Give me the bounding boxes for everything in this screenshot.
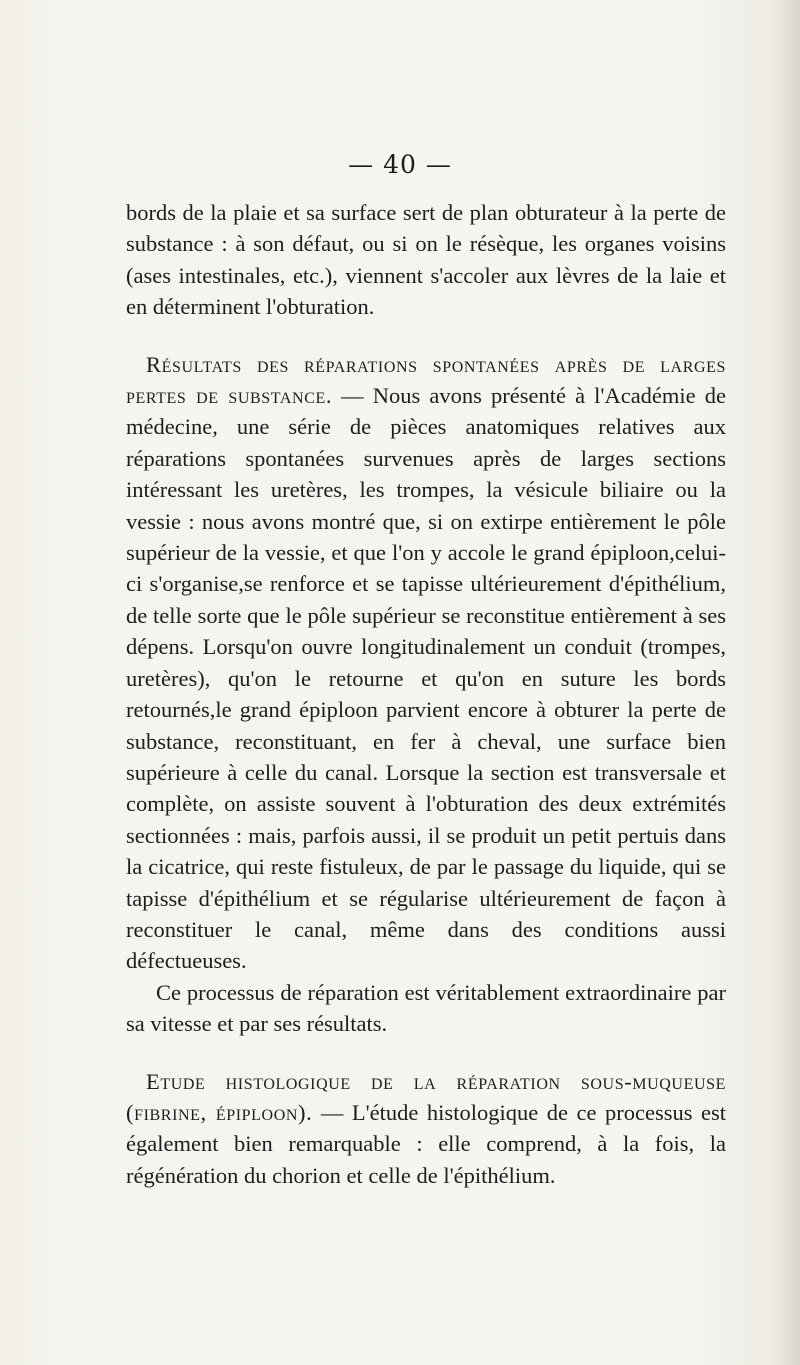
section-heading: Etude histologique de la réparation sous-muqueuse (fibrine, épiploon).: [126, 1068, 726, 1125]
paragraph-continuation: [126, 197, 726, 323]
paragraph-text: — Nous avons présenté à l'Académie de médecine, une série de pièces anatomiques relatives aux réparations spontanées survenues après de larges sections intéressant les uretères, les trompes, la vésicule biliaire ou la vessie : nous avons montré que, si on extirpe entièrement le pôle supérieur de la vessie, et que l'on y accole le grand épiploon,celui-ci s'organise,se renforce et se tapisse ultérieurement d'épithélium, de telle sorte que le pôle supérieur se reconstitue entièrement à ses dépens. Lorsqu'on ouvre longitudinalement un conduit (trompes, uretères), qu'on le retourne et qu'on en suture les bords retournés,le grand épiploon parvient encore à obturer la perte de substance, reconstituant, en fer à cheval, une surface bien supérieure à celle du canal. Lorsque la section est transversale et complète, on assiste souvent à l'obturation des deux extrémités sectionnées : mais, parfois aussi, il se produit un petit pertuis dans la cicatrice, qui reste fistuleux, de par le passage du liquide, qui se tapisse d'épithélium et se régularise ultérieurement de façon à reconstituer le canal, même dans des conditions aussi défectueuses.: [126, 383, 727, 974]
body-text: [126, 197, 726, 1191]
page-edge-shadow: [772, 0, 800, 1365]
paragraph-text: Ce processus de réparation est véritablement extraordinaire par sa vitesse et par ses résultats.: [126, 979, 726, 1037]
paragraph-text: bords de la plaie et sa surface sert de plan obturateur à la perte de substance : à son défaut, ou si on le résèque, les organes voisins (ases intestinales, etc.), viennent s'accoler aux lèvres de la laie et en déterminent l'obturation.: [126, 200, 726, 320]
paragraph-process: [126, 977, 726, 1040]
page-number: — 40 —: [348, 150, 452, 179]
paragraph-histology: [126, 1066, 726, 1192]
paragraph-spontaneous-repairs: [126, 349, 726, 977]
paragraph-text: — L'étude histologique de ce processus est également bien remarquable : elle comprend, à la fois, la régénération du chorion et celle de l'épithélium.: [126, 1099, 726, 1188]
section-heading: Résultats des réparations spontanées après de larges pertes de substance.: [126, 351, 726, 409]
